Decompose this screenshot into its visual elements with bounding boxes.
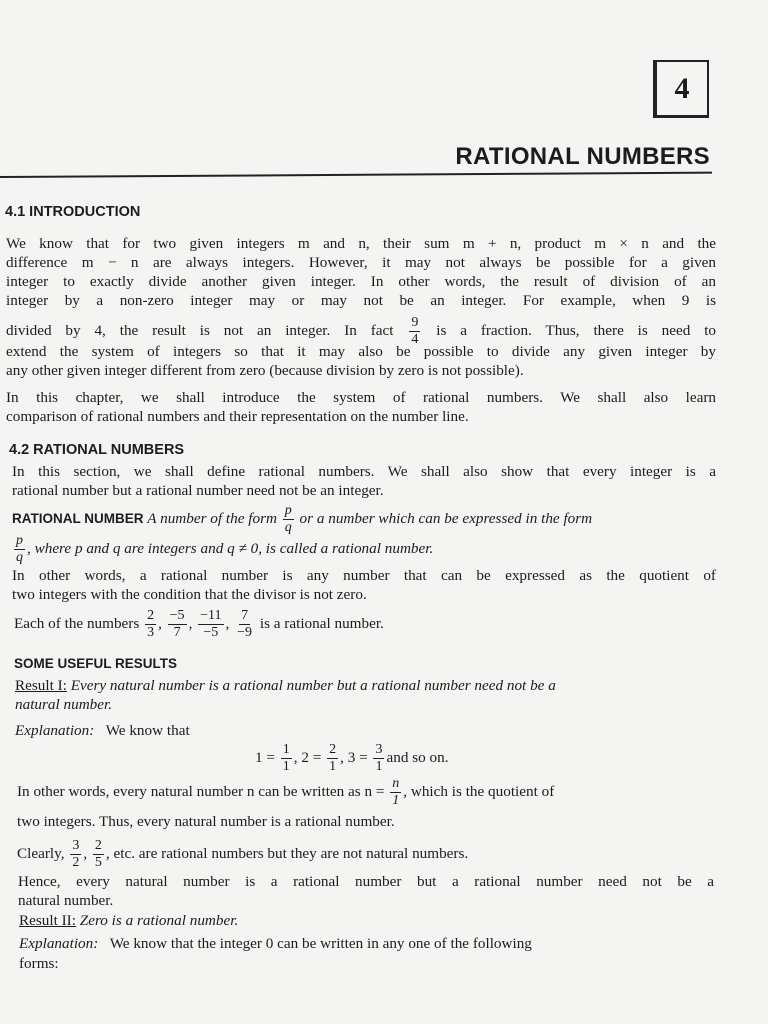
result-2-label: Result II: [19, 912, 76, 929]
denominator: q [16, 550, 23, 566]
text-segment: , which is the quotient of [403, 783, 555, 800]
fraction [93, 839, 104, 870]
numerator: 3 [72, 838, 80, 854]
result-1-text: Every natural number is a rational number but a rational number need not be a [70, 677, 556, 694]
fraction [283, 504, 294, 535]
denominator: 7 [173, 625, 181, 641]
text-segment: We know that [105, 722, 190, 739]
text-segment: We know that the integer 0 can be written in any one of the following [109, 935, 532, 952]
text-segment: or a number which can be expressed in the form [299, 510, 593, 527]
denominator: q [284, 520, 292, 536]
chapter-number: 4 [674, 71, 690, 105]
definition-label: RATIONAL NUMBER [12, 511, 144, 526]
denominator: 2 [72, 855, 80, 871]
paragraph-line: extend the system of integers so that it may also be possible to divide any given integer by [6, 343, 716, 360]
numerator: 3 [375, 742, 383, 758]
paragraph-line: integer to exactly divide another given integer. In other words, the result of division of an [6, 273, 716, 290]
chapter-number-box [653, 60, 709, 118]
fraction [327, 743, 338, 774]
paragraph-line: We know that for two given integers m and n, their sum m + n, product m × n and the [6, 235, 716, 252]
paragraph-line: difference m − n are always integers. However, it may not always be possible for a given [6, 254, 716, 271]
numerator: −5 [169, 608, 185, 624]
fraction [373, 743, 384, 774]
in-other-words-line [17, 772, 554, 812]
denominator: −9 [237, 625, 253, 641]
text-segment: divided by 4, the result is not an integer. In fact [6, 322, 394, 339]
numerator: p [284, 503, 292, 519]
fraction [145, 609, 156, 640]
numerator: 1 [282, 742, 290, 758]
text-segment: is a rational number. [259, 615, 384, 632]
text-segment: Each of the numbers [14, 615, 140, 632]
section-heading-introduction: 4.1 INTRODUCTION [5, 204, 141, 220]
chapter-title: RATIONAL NUMBERS [455, 143, 710, 170]
result-2-line [19, 912, 238, 930]
section-heading-useful-results: SOME USEFUL RESULTS [14, 656, 178, 671]
numerator: 2 [147, 608, 155, 624]
result-1-line [15, 676, 556, 696]
text-segment: A number of the form [147, 510, 277, 527]
fraction [390, 777, 401, 808]
paragraph-line: forms: [19, 955, 59, 972]
paragraph-line: Hence, every natural number is a rational number but a rational number need not be a [18, 873, 714, 890]
paragraph-line: any other given integer different from zero (because division by zero is not possible). [6, 362, 524, 379]
fraction [168, 609, 187, 640]
paragraph-line: two integers with the condition that the divisor is not zero. [12, 586, 367, 603]
result-1-label: Result I: [15, 677, 67, 694]
result-2-text: Zero is a rational number. [79, 912, 239, 929]
numerator: n [392, 776, 400, 792]
denominator: 3 [147, 625, 155, 641]
paragraph-line: rational number but a rational number need not be an integer. [12, 482, 384, 499]
definition-line [12, 532, 433, 566]
explanation-label: Explanation: [15, 722, 95, 739]
denominator: 1 [392, 793, 400, 809]
text-segment: and so on. [386, 749, 449, 766]
equation-lhs: , 2 = [293, 749, 322, 766]
denominator: 1 [282, 759, 290, 775]
text-segment: Clearly, [17, 845, 65, 862]
numerator: 7 [241, 608, 249, 624]
paragraph-line: In this section, we shall define rational numbers. We shall also show that every integer is a [12, 463, 716, 480]
paragraph-line: In other words, a rational number is any number that can be expressed as the quotient of [12, 567, 716, 584]
text-segment: , etc. are rational numbers but they are not natural numbers. [105, 845, 469, 862]
examples-line: Each of the numbers $\frac{2}{3}$ , $\frac{-5}{7}$ , $\frac{-11}{-5}$ , $\frac{7}{-9}$ is a rational number. [14, 608, 384, 641]
explanation-2-line [19, 935, 532, 953]
explanation-label: Explanation: [19, 935, 99, 952]
numerator: −11 [200, 608, 222, 624]
paragraph-line: natural number. [18, 892, 114, 909]
text-segment: , where p and q are integers and q ≠ 0, is called a rational number. [27, 540, 434, 557]
fraction [281, 743, 292, 774]
title-rule [0, 172, 712, 178]
clearly-line: Clearly, $\frac{3}{2}$ , $\frac{2}{5}$ , etc. are rational numbers but they are not natural numbers. [17, 838, 469, 871]
paragraph-line: integer by a non-zero integer may or may not be an integer. For example, when 9 is [6, 292, 716, 309]
equation-lhs: 1 = [255, 749, 275, 766]
numerator: 9 [411, 315, 419, 331]
fraction [14, 534, 25, 565]
text-segment: is a fraction. Thus, there is need to [436, 322, 717, 339]
paragraph-line: In this chapter, we shall introduce the system of rational numbers. We shall also learn [6, 389, 716, 406]
denominator: 5 [94, 855, 102, 871]
fraction [235, 609, 254, 640]
fraction [70, 839, 81, 870]
denominator: 4 [411, 332, 419, 348]
denominator: 1 [375, 759, 383, 775]
denominator: 1 [329, 759, 337, 775]
paragraph-line: comparison of rational numbers and their representation on the number line. [6, 408, 469, 425]
fraction [198, 609, 223, 640]
paragraph-line: two integers. Thus, every natural number is a rational number. [17, 813, 395, 830]
numerator: 2 [329, 742, 337, 758]
equation-lhs: , 3 = [340, 749, 368, 766]
explanation-1-line [15, 722, 190, 740]
numerator: p [16, 533, 23, 549]
numerator: 2 [94, 838, 102, 854]
text-segment: In other words, every natural number n can be written as n = [17, 783, 385, 800]
section-heading-rational-numbers: 4.2 RATIONAL NUMBERS [9, 442, 185, 458]
result-1-text-cont: natural number. [15, 696, 113, 713]
denominator: −5 [203, 625, 219, 641]
definition-line [12, 502, 592, 536]
